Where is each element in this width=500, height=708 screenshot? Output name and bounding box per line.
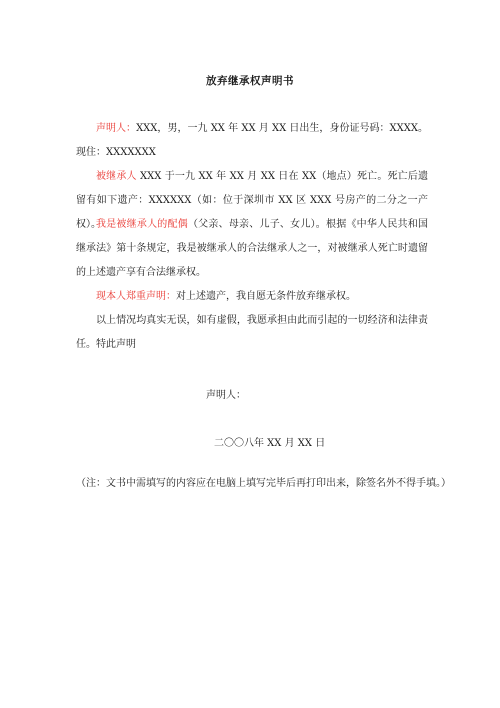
document-date: 二〇〇八年 XX 月 XX 日: [214, 438, 326, 449]
footnote: （注：文书中需填写的内容应在电脑上填写完毕后再打印出来，除签名外不得手填。）: [76, 478, 451, 489]
paragraph-label: 声明人：: [96, 123, 137, 134]
paragraph-text: 对上述遗产，我自愿无条件放弃继承权。: [176, 291, 356, 302]
paragraph-relationship: [76, 213, 428, 285]
paragraph-text: （父亲、母亲、儿子、女儿）。根据《中华人民共和国继承法》第十条规定，我是被继承人的合法继承人之一，对被继承人死亡时遗留的上述遗产享有合法继承权。: [76, 219, 428, 278]
paragraph-liability: 以上情况均真实无误，如有虚假，我愿承担由此而引起的一切经济和法律责任。: [76, 315, 428, 350]
paragraph-text: XXX 于一九 XX 年 XX 月 XX 日在 XX（地点）死亡。死亡后遗留有如下遗产：XXXXXX（如：位于深圳市 XX 区 XXX 号房产的二分之一产权）。: [76, 171, 428, 230]
paragraph-declarant: [76, 117, 428, 165]
signer-label: 声明人：: [206, 390, 246, 401]
paragraph-text: XXX，男，一九 XX 年 XX 月 XX 日出生，身份证号码：XXXX。现住：XXXXXXX: [76, 123, 429, 158]
paragraph-label: 被继承人: [96, 171, 137, 182]
paragraph-declaration: [76, 285, 428, 309]
document-title: 放弃继承权声明书: [206, 75, 294, 87]
paragraph-label: 现本人郑重声明：: [96, 291, 176, 302]
paragraph-label: 我是被继承人的配偶: [96, 219, 188, 230]
paragraph-closing: 特此声明: [96, 339, 136, 350]
